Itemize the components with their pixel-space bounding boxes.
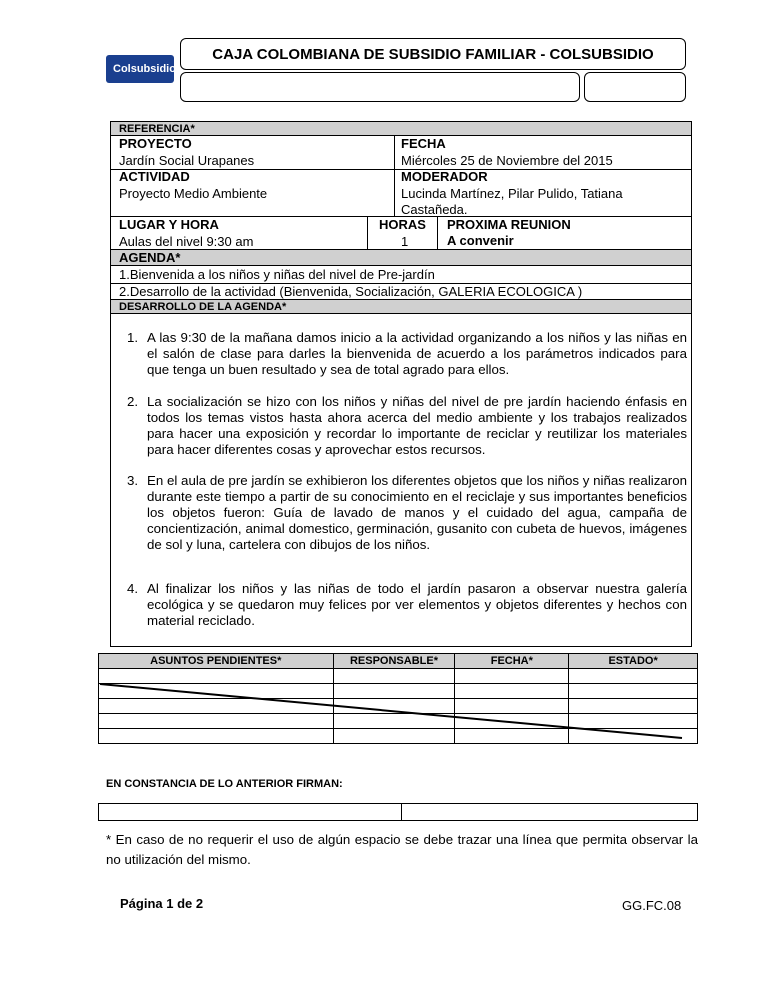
desarrollo-item: 3. En el aula de pre jardín se exhibieron los diferentes objetos que los niños y niñas realizaron durante este tiempo a partir de su conocimiento en el reciclaje y sus importantes beneficios los objetos fueron: Guía de lavado de manos y el cuidado del agua, campaña de concientización, animal domestico, germinación, gusanito con cubeta de huevos, imágenes de sol y luna, cartelera con dibujos de los niños.	[127, 473, 687, 552]
proyecto-value: Jardín Social Urapanes	[119, 153, 255, 168]
lugar-value: Aulas del nivel 9:30 am	[119, 234, 254, 249]
col-header-estado: ESTADO*	[569, 654, 698, 669]
signatures-table	[98, 803, 698, 821]
document-title: CAJA COLOMBIANA DE SUBSIDIO FAMILIAR - COLSUBSIDIO	[180, 38, 686, 70]
proxima-label: PROXIMA REUNION	[447, 217, 571, 232]
desarrollo-item: 4. Al finalizar los niños y las niñas de todo el jardín pasaron a observar nuestra galería ecológica y se quedaron muy felices por ver elementos y objetos diferentes y hechos con material reciclado.	[127, 581, 687, 628]
proxima-value: A convenir	[447, 233, 514, 248]
actividad-value: Proyecto Medio Ambiente	[119, 186, 268, 201]
desarrollo-label: DESARROLLO DE LA AGENDA*	[111, 299, 691, 314]
fecha-label: FECHA	[401, 136, 446, 151]
col-header-responsable: RESPONSABLE*	[333, 654, 455, 669]
firman-label: EN CONSTANCIA DE LO ANTERIOR FIRMAN:	[106, 778, 343, 790]
agenda-item-2: 2.Desarrollo de la actividad (Bienvenida, Socialización, GALERIA ECOLOGICA )	[119, 284, 583, 299]
desarrollo-item: 2. La socialización se hizo con los niños y niñas del nivel de pre jardín haciendo énfasis en todos los temas vistos hasta ahora acerca del medio ambiente y los trabajos realizados para hacer una exposición y recordar lo importante de reciclar y reutilizar los materiales para hacer diferentes cosas y aprovechar estos recursos.	[127, 394, 687, 457]
col-header-asuntos: ASUNTOS PENDIENTES*	[99, 654, 334, 669]
moderador-value-line1: Lucinda Martínez, Pilar Pulido, Tatiana	[401, 186, 623, 201]
desarrollo-item: 1. A las 9:30 de la mañana damos inicio a la actividad organizando a los niños y las niñas en el salón de clase para darles la bienvenida de acuerdo a los parámetros indicados para que tenga un buen resultado y sea de total agrado para ellos.	[127, 330, 687, 377]
moderador-value-line2: Castañeda.	[401, 202, 468, 217]
lugar-label: LUGAR Y HORA	[119, 217, 219, 232]
proyecto-label: PROYECTO	[119, 136, 192, 151]
horas-value: 1	[401, 234, 409, 249]
referencia-label: REFERENCIA*	[111, 122, 691, 136]
logo-text: Colsubsidio	[113, 63, 176, 75]
moderador-label: MODERADOR	[401, 169, 488, 184]
actividad-label: ACTIVIDAD	[119, 169, 190, 184]
agenda-label: AGENDA*	[111, 249, 691, 266]
fecha-value: Miércoles 25 de Noviembre del 2015	[401, 153, 613, 168]
form-code: GG.FC.08	[622, 898, 682, 913]
agenda-item-1: 1.Bienvenida a los niños y niñas del nivel de Pre-jardín	[119, 267, 435, 282]
horas-label: HORAS	[379, 217, 426, 232]
footnote: * En caso de no requerir el uso de algún espacio se debe trazar una línea que permita observar la no utilización del mismo.	[106, 832, 698, 867]
page-number: Página 1 de 2	[120, 896, 204, 911]
col-header-fecha: FECHA*	[455, 654, 569, 669]
